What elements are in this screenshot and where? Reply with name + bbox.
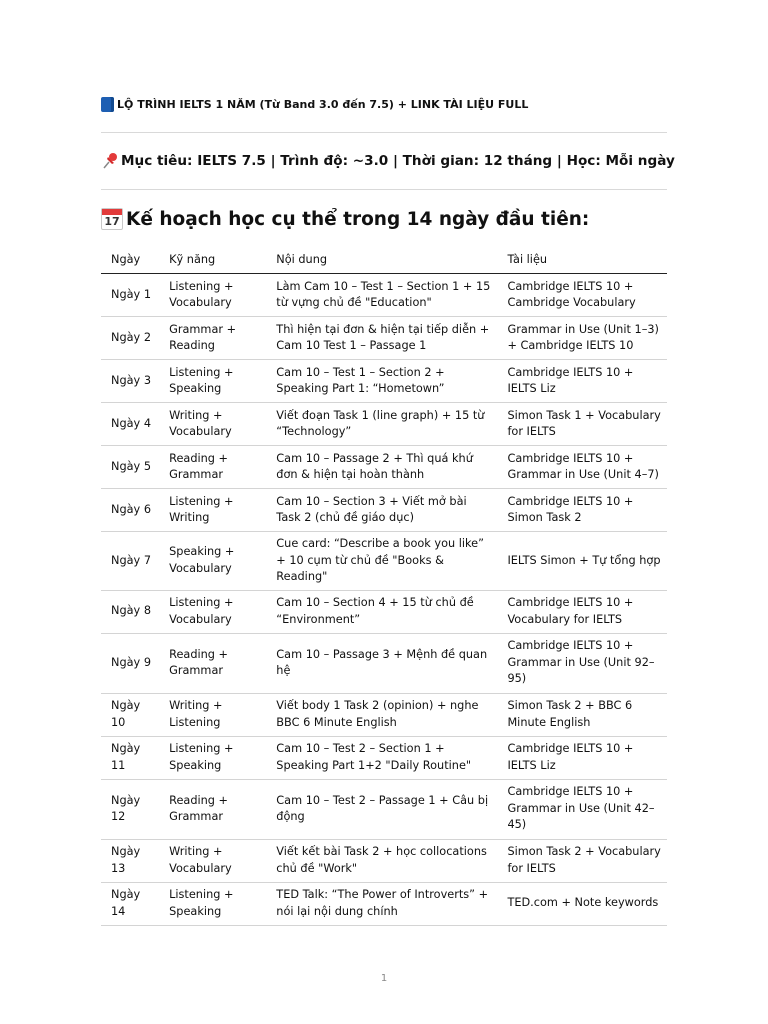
content-cell: TED Talk: “The Power of Introverts” + nói lại nội dung chính (266, 882, 497, 925)
table-header-row (101, 248, 667, 274)
table-row (101, 532, 667, 591)
content-cell: Cam 10 – Test 1 – Section 2 + Speaking Part 1: “Hometown” (266, 360, 497, 403)
content-cell: Viết body 1 Task 2 (opinion) + nghe BBC 6 Minute English (266, 693, 497, 736)
material-cell: Cambridge IELTS 10 + Vocabulary for IELTS (497, 590, 667, 633)
skill-cell: Listening + Speaking (159, 360, 266, 403)
skill-cell: Writing + Vocabulary (159, 403, 266, 446)
day-cell: Ngày 8 (101, 590, 159, 633)
content-cell: Cam 10 – Passage 2 + Thì quá khứ đơn & hiện tại hoàn thành (266, 446, 497, 489)
table-row (101, 693, 667, 736)
material-cell: TED.com + Note keywords (497, 882, 667, 925)
material-cell: Cambridge IELTS 10 + Cambridge Vocabulary (497, 274, 667, 317)
content-cell: Cue card: “Describe a book you like” + 10 cụm từ chủ đề "Books & Reading" (266, 532, 497, 591)
content-cell: Viết kết bài Task 2 + học collocations chủ đề "Work" (266, 839, 497, 882)
content-cell: Làm Cam 10 – Test 1 – Section 1 + 15 từ vựng chủ đề "Education" (266, 274, 497, 317)
section-heading (101, 208, 589, 230)
material-cell: Cambridge IELTS 10 + IELTS Liz (497, 360, 667, 403)
goal-line (101, 152, 675, 170)
table-row (101, 736, 667, 779)
day-cell: Ngày 5 (101, 446, 159, 489)
table-row (101, 446, 667, 489)
skill-cell: Writing + Vocabulary (159, 839, 266, 882)
divider (101, 189, 667, 190)
material-cell: Simon Task 2 + BBC 6 Minute English (497, 693, 667, 736)
table-row (101, 403, 667, 446)
skill-cell: Listening + Speaking (159, 882, 266, 925)
day-cell: Ngày 7 (101, 532, 159, 591)
study-plan-table (101, 248, 667, 926)
skill-cell: Reading + Grammar (159, 446, 266, 489)
material-cell: Grammar in Use (Unit 1–3) + Cambridge IELTS 10 (497, 317, 667, 360)
day-cell: Ngày 11 (101, 736, 159, 779)
skill-cell: Listening + Vocabulary (159, 590, 266, 633)
day-cell: Ngày 4 (101, 403, 159, 446)
material-cell: Cambridge IELTS 10 + Simon Task 2 (497, 489, 667, 532)
section-heading-text: Kế hoạch học cụ thể trong 14 ngày đầu tiên: (126, 208, 590, 230)
skill-cell: Listening + Vocabulary (159, 274, 266, 317)
table-row (101, 274, 667, 317)
table-row (101, 779, 667, 839)
skill-cell: Speaking + Vocabulary (159, 532, 266, 591)
day-cell: Ngày 13 (101, 839, 159, 882)
pushpin-icon (101, 152, 119, 170)
table-row (101, 839, 667, 882)
skill-cell: Listening + Speaking (159, 736, 266, 779)
column-header-skill: Kỹ năng (159, 248, 266, 274)
day-cell: Ngày 1 (101, 274, 159, 317)
material-cell: Simon Task 2 + Vocabulary for IELTS (497, 839, 667, 882)
material-cell: IELTS Simon + Tự tổng hợp (497, 532, 667, 591)
skill-cell: Reading + Grammar (159, 779, 266, 839)
day-cell: Ngày 6 (101, 489, 159, 532)
document-title-text: LỘ TRÌNH IELTS 1 NĂM (Từ Band 3.0 đến 7.5) + LINK TÀI LIỆU FULL (117, 98, 529, 111)
skill-cell: Writing + Listening (159, 693, 266, 736)
column-header-content: Nội dung (266, 248, 497, 274)
calendar-icon: 17 (101, 208, 123, 230)
skill-cell: Grammar + Reading (159, 317, 266, 360)
content-cell: Cam 10 – Section 3 + Viết mở bài Task 2 (chủ đề giáo dục) (266, 489, 497, 532)
content-cell: Cam 10 – Test 2 – Section 1 + Speaking Part 1+2 "Daily Routine" (266, 736, 497, 779)
table-row (101, 360, 667, 403)
material-cell: Cambridge IELTS 10 + Grammar in Use (Unit 92–95) (497, 633, 667, 693)
table-row (101, 882, 667, 925)
table-row (101, 317, 667, 360)
page-number: 1 (380, 973, 388, 984)
content-cell: Viết đoạn Task 1 (line graph) + 15 từ “Technology” (266, 403, 497, 446)
blue-book-icon (101, 97, 114, 112)
skill-cell: Listening + Writing (159, 489, 266, 532)
table-row (101, 489, 667, 532)
material-cell: Cambridge IELTS 10 + Grammar in Use (Unit 4–7) (497, 446, 667, 489)
material-cell: Cambridge IELTS 10 + IELTS Liz (497, 736, 667, 779)
goal-text: Mục tiêu: IELTS 7.5 | Trình độ: ~3.0 | Thời gian: 12 tháng | Học: Mỗi ngày (121, 153, 675, 169)
table-row (101, 633, 667, 693)
material-cell: Cambridge IELTS 10 + Grammar in Use (Unit 42–45) (497, 779, 667, 839)
day-cell: Ngày 9 (101, 633, 159, 693)
day-cell: Ngày 12 (101, 779, 159, 839)
divider (101, 132, 667, 133)
day-cell: Ngày 3 (101, 360, 159, 403)
day-cell: Ngày 14 (101, 882, 159, 925)
skill-cell: Reading + Grammar (159, 633, 266, 693)
day-cell: Ngày 2 (101, 317, 159, 360)
column-header-material: Tài liệu (497, 248, 667, 274)
column-header-day: Ngày (101, 248, 159, 274)
content-cell: Cam 10 – Section 4 + 15 từ chủ đề “Environment” (266, 590, 497, 633)
day-cell: Ngày 10 (101, 693, 159, 736)
table-row (101, 590, 667, 633)
content-cell: Cam 10 – Test 2 – Passage 1 + Câu bị động (266, 779, 497, 839)
content-cell: Cam 10 – Passage 3 + Mệnh đề quan hệ (266, 633, 497, 693)
content-cell: Thì hiện tại đơn & hiện tại tiếp diễn + Cam 10 Test 1 – Passage 1 (266, 317, 497, 360)
material-cell: Simon Task 1 + Vocabulary for IELTS (497, 403, 667, 446)
document-title (101, 97, 528, 112)
